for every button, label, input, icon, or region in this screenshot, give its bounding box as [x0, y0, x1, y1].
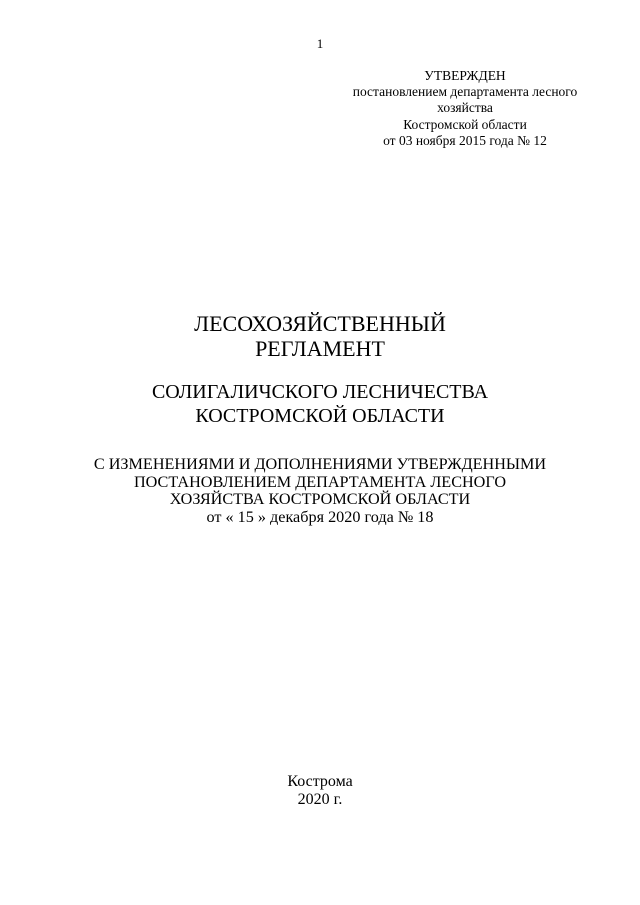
- subtitle-line: КОСТРОМСКОЙ ОБЛАСТИ: [195, 405, 445, 427]
- amendments-date: от « 15 » декабря 2020 года № 18: [206, 508, 434, 527]
- page-number: 1: [316, 36, 324, 51]
- approval-line: хозяйства: [437, 100, 493, 116]
- footer-city: Кострома: [287, 773, 353, 790]
- footer-year: 2020 г.: [297, 791, 343, 808]
- approval-line: постановлением департамента лесного: [352, 84, 578, 100]
- amendments-line: С ИЗМЕНЕНИЯМИ И ДОПОЛНЕНИЯМИ УТВЕРЖДЕННЫМИ: [93, 455, 547, 473]
- title-line: РЕГЛАМЕНТ: [255, 336, 385, 361]
- subtitle-line: СОЛИГАЛИЧСКОГО ЛЕСНИЧЕСТВА: [151, 381, 489, 403]
- approval-stamp: [330, 68, 600, 149]
- title-line: ЛЕСОХОЗЯЙСТВЕННЫЙ: [194, 311, 446, 336]
- approval-line: Костромской области: [403, 116, 527, 132]
- approval-heading: УТВЕРЖДЕН: [424, 68, 506, 83]
- approval-date: от 03 ноября 2015 года № 12: [383, 132, 547, 148]
- amendments-note: [0, 456, 640, 527]
- document-subtitle: [0, 380, 640, 428]
- document-footer: [0, 773, 640, 809]
- amendments-line: ПОСТАНОВЛЕНИЕМ ДЕПАРТАМЕНТА ЛЕСНОГО: [133, 472, 507, 491]
- amendments-line: ХОЗЯЙСТВА КОСТРОМСКОЙ ОБЛАСТИ: [169, 490, 471, 509]
- document-title: [0, 311, 640, 361]
